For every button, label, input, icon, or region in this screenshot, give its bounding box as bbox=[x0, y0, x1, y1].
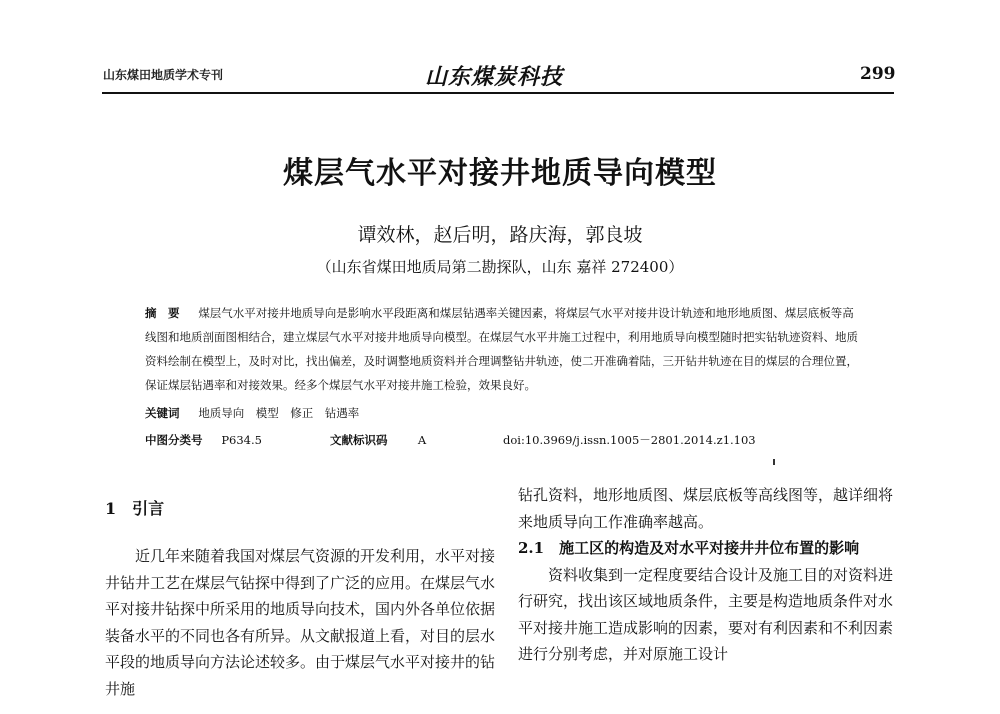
abstract-text: 煤层气水平对接井地质导向是影响水平段距离和煤层钻遇率关键因素，将煤层气水平对接井设计轨迹和地形地质图、煤层底板等高线图和地质剖面图相结合，建立煤层气水平对接井地质导向模型。在煤层气水平井施工过程中，利用地质导向模型随时把实钻轨迹资料、地质资料绘制在模型上，及时对比，找出偏差，及时调整地质资料并合理调整钻井轨迹，使二开准确着陆，三开钻井轨迹在目的煤层的合理位置，保证煤层钻遇率和对接效果。经多个煤层气水平对接井施工检验，效果良好。 bbox=[145, 306, 858, 392]
authors: 谭效林，赵后明，路庆海，郭良坡 bbox=[357, 224, 643, 246]
header-divider bbox=[102, 92, 894, 94]
classification-label: 中图分类号 bbox=[145, 433, 203, 447]
subsection-heading-2-1: 2.1 施工区的构造及对水平对接井井位布置的影响 bbox=[518, 539, 860, 557]
affiliation: （山东省煤田地质局第二勘探队，山东 嘉祥 272400） bbox=[316, 258, 684, 276]
page-number: 299 bbox=[860, 64, 896, 84]
classification-number bbox=[145, 432, 262, 448]
document-code bbox=[330, 432, 426, 448]
journal-series-label: 山东煤田地质学术专刊 bbox=[103, 68, 224, 82]
abstract-label: 摘 要 bbox=[145, 306, 180, 320]
section-heading-introduction: 1 引言 bbox=[105, 499, 165, 518]
intro-paragraph: 近几年来随着我国对煤层气资源的开发利用，水平对接井钻井工艺在煤层气钻探中得到了广泛的应用。在煤层气水平对接井钻探中所采用的地质导向技术，国内外各单位依据装备水平的不同也各有所异。从文献报道上看，对目的层水平段的地质导向方法论述较多。由于煤层气水平对接井的钻井施 bbox=[105, 547, 496, 698]
abstract bbox=[145, 301, 865, 397]
scan-mark bbox=[773, 459, 775, 465]
keywords-label: 关键词 bbox=[145, 406, 180, 420]
journal-title: 山东煤炭科技 bbox=[425, 64, 564, 90]
left-column bbox=[105, 543, 495, 702]
document-code-value: A bbox=[417, 433, 427, 447]
document-code-label: 文献标识码 bbox=[330, 433, 388, 447]
article-title: 煤层气水平对接井地质导向模型 bbox=[283, 156, 717, 191]
continuation-paragraph: 钻孔资料，地形地质图、煤层底板等高线图等，越详细将来地质导向工作准确率越高。 bbox=[518, 486, 894, 531]
keywords-text: 地质导向 模型 修正 钻遇率 bbox=[198, 406, 360, 420]
classification-value: P634.5 bbox=[221, 433, 262, 447]
right-column bbox=[518, 482, 898, 668]
subsection-paragraph: 资料收集到一定程度要结合设计及施工目的对资料进行研究，找出该区域地质条件，主要是构造地质条件对水平对接井施工造成影响的因素，要对有利因素和不利因素进行分别考虑，并对原施工设计 bbox=[518, 565, 894, 663]
keywords bbox=[145, 405, 359, 421]
doi: doi:10.3969/j.issn.1005－2801.2014.z1.103 bbox=[503, 433, 756, 447]
